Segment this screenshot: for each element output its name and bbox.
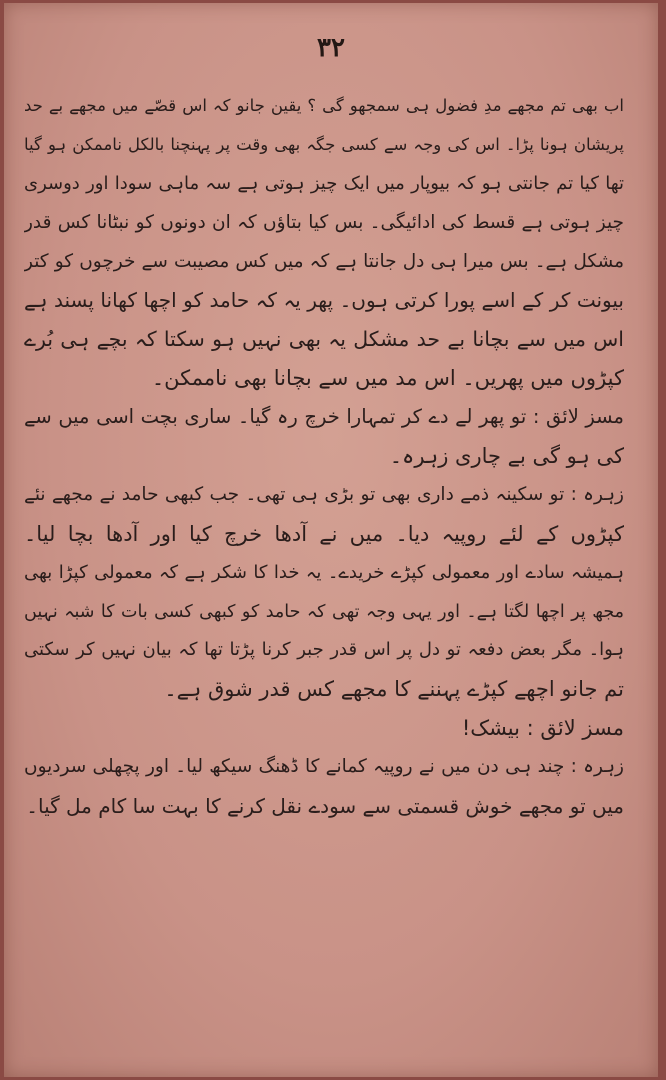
dialogue-line: زہرہ : تو سکینہ ذمے داری بھی تو بڑی ہی تھی۔ جب کبھی حامد نے مجھے نئے — [24, 483, 624, 505]
text-line: تم جانو اچھے کپڑے پہننے کا مجھے کس قدر شوق ہے۔ — [164, 677, 624, 702]
text-line: مشکل ہے۔ بس میرا ہی دل جانتا ہے کہ میں کس مصیبت سے خرچوں کو کتر — [24, 250, 624, 272]
text-line: کپڑوں میں پھریں۔ اس مد میں سے بچانا بھی ناممکن۔ — [151, 366, 624, 391]
text-line: کپڑوں کے لئے روپیہ دیا۔ میں نے آدھا خرچ کیا اور آدھا بچا لیا۔ — [24, 521, 624, 546]
dialogue-line: مسز لائق : بیشک! — [461, 716, 624, 741]
text-line: چیز ہوتی ہے قسط کی ادائیگی۔ بس کیا بتاؤں کہ ان دونوں کو نبٹانا کس قدر — [24, 211, 624, 233]
body-text — [24, 87, 624, 826]
text-line: مجھ پر اچھا لگتا ہے۔ اور یہی وجہ تھی کہ حامد کو کبھی کسی بات کا شبہ نہیں — [24, 601, 624, 622]
page-number: ۳۲ — [317, 33, 345, 63]
text-line: بیونت کر کے اسے پورا کرتی ہوں۔ پھر یہ کہ حامد کو اچھا کھانا پسند ہے — [24, 288, 624, 313]
dialogue-line: زہرہ : چند ہی دن میں نے روپیہ کمانے کا ڈھنگ سیکھ لیا۔ اور پچھلی سردیوں — [24, 756, 624, 778]
text-line: میں تو مجھے خوش قسمتی سے سودے نقل کرنے کا بہت سا کام مل گیا۔ — [26, 794, 624, 819]
text-line: ہوا۔ مگر بعض دفعہ تو دل پر اس قدر جبر کرنا پڑتا تھا کہ بیان نہیں کر سکتی — [24, 639, 624, 661]
text-line: اب بھی تم مجھے مدِ فضول ہی سمجھو گی ؟ یقین جانو کہ اس قصّے میں مجھے بے حد — [24, 96, 624, 115]
text-line: ہمیشہ سادے اور معمولی کپڑے خریدے۔ یہ خدا کا شکر ہے کہ معمولی کپڑا بھی — [24, 561, 624, 583]
text-line: پریشان ہونا پڑا۔ اس کی وجہ سے کسی جگہ بھی وقت پر پہنچنا بالکل ناممکن ہو گیا — [24, 134, 624, 154]
text-line: اس میں سے بچانا بے حد مشکل یہ بھی نہیں ہو سکتا کہ بچے ہی بُرے — [24, 327, 624, 352]
text-line: کی ہو گی بے چاری زہرہ۔ — [389, 444, 624, 469]
dialogue-line: مسز لائق : تو پھر لے دے کر تمہارا خرچ رہ گیا۔ ساری بچت اسی میں سے — [24, 405, 624, 429]
book-page — [4, 3, 658, 1077]
text-line: تھا کیا تم جانتی ہو کہ بیوپار میں ایک چیز ہوتی ہے سہ ماہی سودا اور دوسری — [24, 172, 624, 194]
